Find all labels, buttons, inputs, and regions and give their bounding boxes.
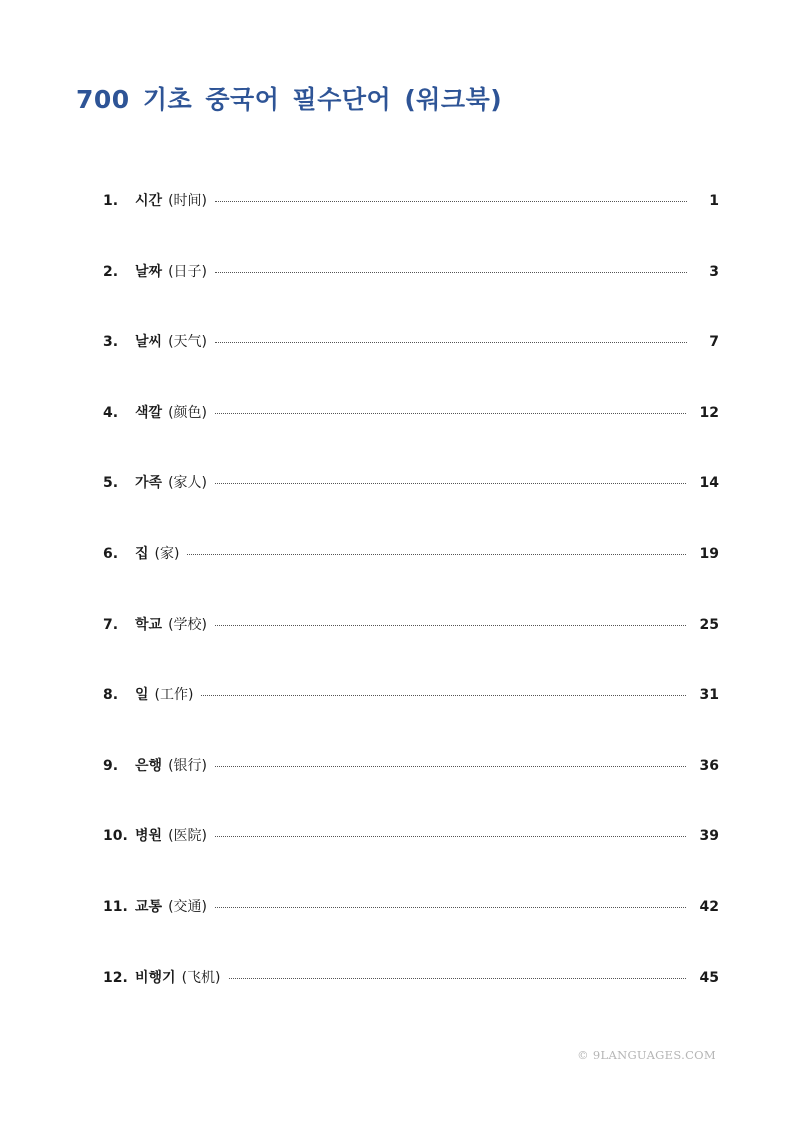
dot-leader: [215, 413, 686, 414]
toc-korean-title: 병원: [135, 828, 163, 845]
page-title: 700 기초 중국어 필수단어 (워크북): [76, 85, 503, 114]
toc-number: 11.: [103, 898, 128, 915]
toc-entry-10[interactable]: [103, 825, 719, 896]
toc-entry-1[interactable]: [103, 190, 719, 261]
dot-leader: [215, 766, 686, 767]
dot-leader: [187, 554, 685, 555]
toc-korean-title: 학교: [135, 616, 163, 633]
toc-entry-12[interactable]: [103, 967, 719, 1038]
toc-chinese-title: (飞机): [181, 969, 221, 986]
dot-leader: [215, 483, 686, 484]
dot-leader: [215, 625, 686, 626]
toc-korean-title: 시간: [135, 193, 163, 209]
toc-number: 9.: [103, 757, 119, 774]
toc-number: 3.: [103, 334, 119, 351]
toc-page-number: 25: [699, 616, 719, 633]
toc-entry-9[interactable]: [103, 755, 719, 826]
toc-korean-title: 날씨: [135, 334, 163, 351]
toc-page-number: 39: [699, 828, 719, 845]
toc-korean-title: 집: [135, 545, 149, 562]
toc-chinese-title: (交通): [168, 898, 207, 915]
dot-leader: [215, 342, 687, 343]
toc-chinese-title: (家人): [168, 475, 207, 492]
toc-page-number: 31: [699, 687, 719, 704]
toc-entry-4[interactable]: [103, 402, 719, 473]
toc-page-number: 19: [699, 545, 719, 562]
toc-number: 1.: [103, 193, 119, 209]
toc-entry-6[interactable]: [103, 543, 719, 614]
toc-number: 2.: [103, 263, 119, 280]
toc-korean-title: 색깔: [135, 404, 163, 421]
toc-korean-title: 교통: [135, 898, 163, 915]
toc-chinese-title: (医院): [168, 828, 207, 845]
toc-page-number: 45: [699, 969, 719, 986]
copyright-footer: © 9LANGUAGES.COM: [577, 1048, 716, 1062]
toc-page-number: 1: [709, 193, 719, 209]
toc-chinese-title: (时间): [168, 193, 207, 209]
toc-entry-5[interactable]: [103, 472, 719, 543]
dot-leader: [215, 836, 686, 837]
toc-chinese-title: (银行): [168, 757, 207, 774]
toc-number: 6.: [103, 545, 119, 562]
toc-page-number: 7: [709, 334, 719, 351]
toc-chinese-title: (日子): [168, 263, 207, 280]
toc-number: 10.: [103, 828, 128, 845]
toc-korean-title: 날짜: [135, 263, 163, 280]
toc-chinese-title: (颜色): [168, 404, 207, 421]
dot-leader: [201, 695, 685, 696]
dot-leader: [215, 907, 686, 908]
toc-chinese-title: (学校): [168, 616, 207, 633]
toc-entry-8[interactable]: [103, 684, 719, 755]
toc-page-number: 42: [699, 898, 719, 915]
toc-korean-title: 은행: [135, 757, 163, 774]
toc-korean-title: 비행기: [135, 969, 176, 986]
toc-chinese-title: (天气): [168, 334, 207, 351]
toc-number: 12.: [103, 969, 128, 986]
toc-page-number: 12: [699, 404, 719, 421]
toc-page-number: 36: [699, 757, 719, 774]
dot-leader: [215, 272, 687, 273]
toc-number: 4.: [103, 404, 119, 421]
toc-entry-11[interactable]: [103, 896, 719, 967]
toc-chinese-title: (工作): [154, 687, 194, 704]
table-of-contents: [103, 190, 719, 1037]
toc-number: 7.: [103, 616, 119, 633]
toc-number: 5.: [103, 475, 119, 492]
toc-chinese-title: (家): [154, 545, 180, 562]
toc-page-number: 14: [699, 475, 719, 492]
dot-leader: [215, 201, 687, 202]
toc-number: 8.: [103, 687, 119, 704]
toc-page-number: 3: [709, 263, 719, 280]
toc-korean-title: 일: [135, 687, 149, 704]
dot-leader: [229, 978, 686, 979]
toc-entry-2[interactable]: [103, 261, 719, 332]
toc-entry-7[interactable]: [103, 614, 719, 685]
toc-korean-title: 가족: [135, 475, 163, 492]
toc-entry-3[interactable]: [103, 331, 719, 402]
